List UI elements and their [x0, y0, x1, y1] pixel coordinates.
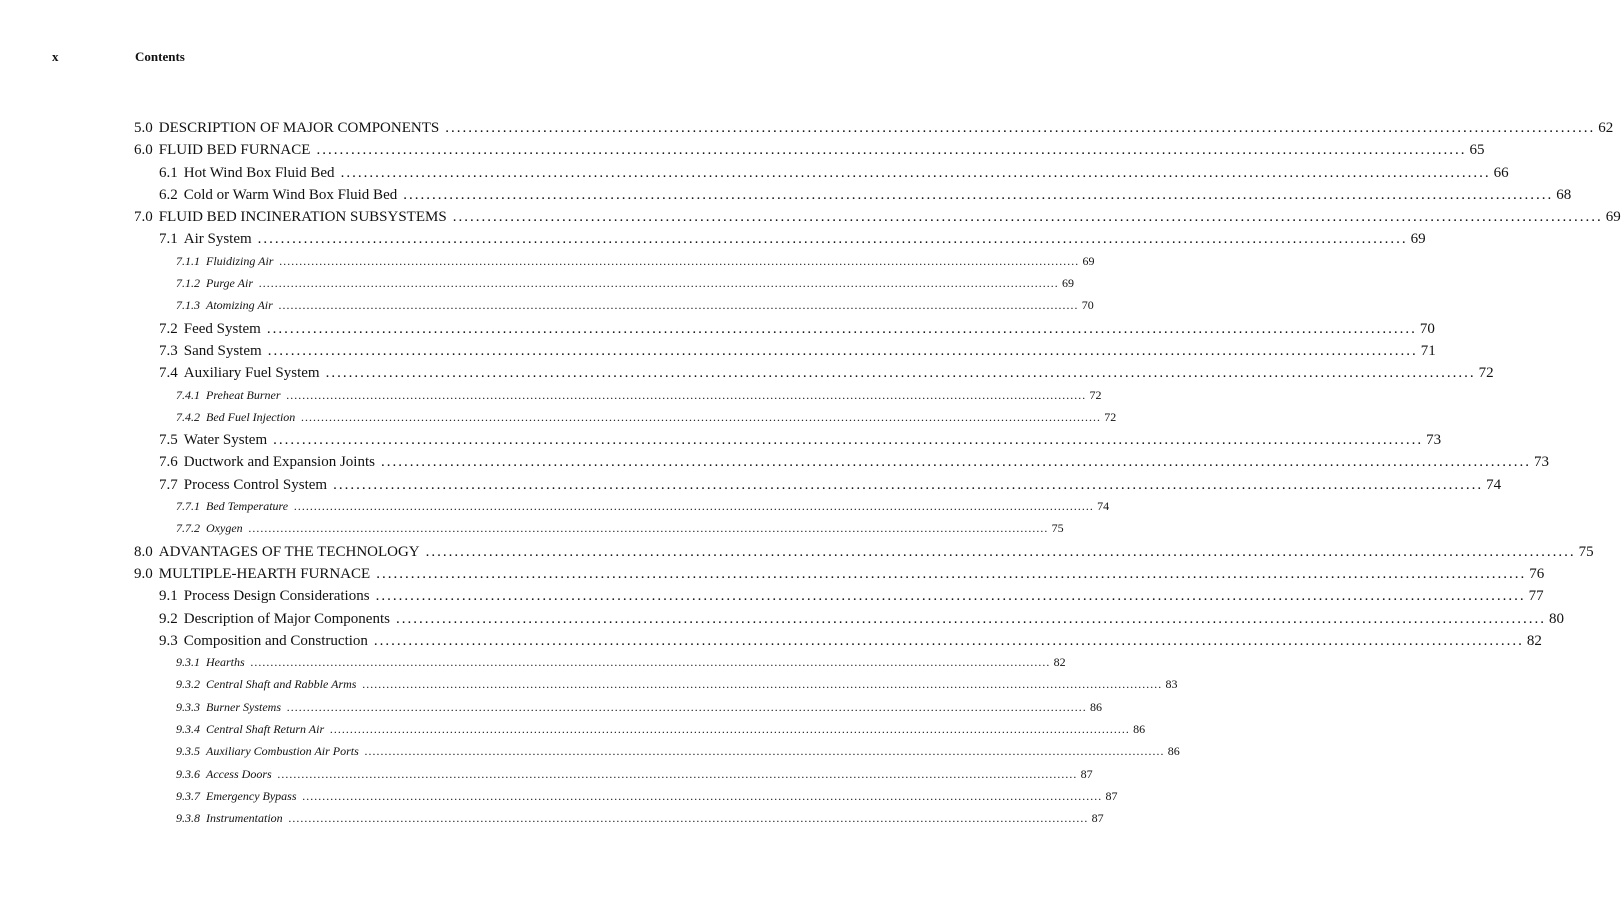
toc-entry[interactable] — [134, 253, 1095, 276]
toc-entry[interactable] — [134, 521, 1064, 543]
toc-entry-title: Hearths — [206, 655, 245, 670]
running-title: Contents — [135, 49, 185, 64]
toc-entry-page: 80 — [1548, 610, 1564, 627]
table-of-contents — [134, 120, 1621, 834]
toc-entry-page: 70 — [1081, 298, 1094, 313]
toc-entry-title: Access Doors — [206, 766, 272, 781]
toc-entry-number: 7.7.2 — [176, 521, 200, 536]
toc-entry-title: FLUID BED INCINERATION SUBSYSTEMS — [158, 209, 447, 226]
toc-entry-title: ADVANTAGES OF THE TECHNOLOGY — [158, 543, 420, 560]
toc-entry-page: 82 — [1526, 632, 1542, 649]
dot-leader: ........................................................................................................................................................................................................ — [375, 588, 1526, 605]
toc-entry-number: 7.6 — [159, 454, 178, 471]
toc-entry-title: Bed Temperature — [206, 499, 289, 514]
toc-entry-page: 74 — [1486, 476, 1502, 493]
toc-entry-number: 7.3 — [159, 342, 178, 359]
dot-leader: ........................................................................................................................................................................................................ — [250, 655, 1051, 670]
toc-entry[interactable] — [134, 387, 1102, 410]
toc-entry[interactable] — [134, 543, 1594, 566]
toc-entry-page: 62 — [1598, 120, 1614, 136]
toc-entry-number: 9.3.1 — [176, 655, 200, 670]
toc-entry-title: Atomizing Air — [206, 298, 273, 313]
toc-entry[interactable] — [134, 164, 1509, 187]
toc-entry[interactable] — [134, 699, 1102, 722]
toc-entry[interactable] — [134, 632, 1542, 655]
dot-leader: ........................................................................................................................................................................................................ — [267, 342, 1418, 359]
toc-entry-number: 7.4 — [159, 365, 178, 382]
toc-entry-number: 7.5 — [159, 432, 178, 449]
toc-entry-title: Purge Air — [206, 276, 253, 291]
toc-entry-number: 9.1 — [159, 588, 178, 605]
toc-entry-page: 86 — [1133, 722, 1146, 737]
toc-entry-title: Central Shaft Return Air — [206, 722, 325, 737]
toc-entry[interactable] — [134, 432, 1442, 454]
dot-leader: ........................................................................................................................................................................................................ — [302, 788, 1103, 803]
toc-entry-page: 77 — [1528, 588, 1544, 605]
toc-entry-title: MULTIPLE-HEARTH FURNACE — [158, 565, 371, 582]
toc-entry-number: 9.0 — [134, 565, 153, 582]
toc-entry-title: Emergency Bypass — [206, 788, 297, 803]
toc-entry-title: Preheat Burner — [206, 387, 281, 402]
toc-entry-number: 9.3.6 — [176, 766, 200, 781]
toc-entry-page: 69 — [1410, 231, 1426, 248]
toc-entry-title: Sand System — [183, 342, 262, 359]
toc-entry-number: 7.1.1 — [176, 253, 200, 268]
toc-entry[interactable] — [134, 120, 1614, 142]
toc-entry[interactable] — [134, 744, 1180, 766]
toc-entry-number: 6.0 — [134, 142, 153, 159]
toc-entry-number: 6.2 — [159, 186, 178, 203]
toc-entry-page: 73 — [1533, 454, 1549, 471]
dot-leader: ........................................................................................................................................................................................................ — [287, 699, 1087, 714]
toc-entry-number: 5.0 — [134, 120, 153, 136]
dot-leader: ........................................................................................................................................................................................................ — [266, 320, 1417, 337]
toc-entry-title: Oxygen — [206, 521, 243, 536]
toc-entry-number: 7.1.2 — [176, 276, 200, 291]
toc-entry-page: 68 — [1556, 186, 1572, 203]
toc-entry-number: 7.4.2 — [176, 409, 200, 424]
toc-entry-title: Feed System — [183, 320, 261, 337]
toc-entry-title: Fluidizing Air — [206, 253, 274, 268]
toc-entry-page: 83 — [1165, 677, 1178, 692]
toc-entry[interactable] — [134, 298, 1094, 320]
toc-entry-title: Process Design Considerations — [183, 588, 370, 605]
toc-entry-page: 72 — [1104, 409, 1117, 424]
toc-entry[interactable] — [134, 409, 1117, 432]
toc-entry-title: Hot Wind Box Fluid Bed — [183, 164, 335, 181]
toc-entry-number: 7.7 — [159, 476, 178, 493]
dot-leader: ........................................................................................................................................................................................................ — [325, 365, 1476, 382]
toc-entry[interactable] — [134, 231, 1426, 253]
toc-entry-title: DESCRIPTION OF MAJOR COMPONENTS — [158, 120, 440, 136]
toc-entry-number: 9.3.4 — [176, 722, 200, 737]
dot-leader: ........................................................................................................................................................................................................ — [286, 387, 1087, 402]
toc-entry-number: 9.3.8 — [176, 811, 200, 826]
toc-entry-page: 72 — [1089, 387, 1102, 402]
toc-entry-number: 7.4.1 — [176, 387, 200, 402]
dot-leader: ........................................................................................................................................................................................................ — [333, 476, 1484, 493]
toc-entry-title: Air System — [183, 231, 252, 248]
dot-leader: ........................................................................................................................................................................................................ — [452, 209, 1603, 226]
dot-leader: ........................................................................................................................................................................................................ — [288, 811, 1089, 826]
toc-entry-page: 82 — [1053, 655, 1066, 670]
toc-entry-page: 66 — [1493, 164, 1509, 181]
dot-leader: ........................................................................................................................................................................................................ — [294, 499, 1095, 514]
toc-entry-page: 87 — [1080, 766, 1093, 781]
dot-leader: ........................................................................................................................................................................................................ — [316, 142, 1467, 159]
toc-entry-title: FLUID BED FURNACE — [158, 142, 311, 159]
toc-entry-page: 70 — [1419, 320, 1435, 337]
toc-entry-number: 7.0 — [134, 209, 153, 226]
toc-entry-page: 69 — [1062, 276, 1074, 291]
toc-entry-page: 73 — [1426, 432, 1442, 449]
toc-entry-title: Ductwork and Expansion Joints — [183, 454, 375, 471]
toc-entry-number: 9.3.3 — [176, 699, 200, 714]
toc-entry[interactable] — [134, 811, 1104, 833]
toc-entry-number: 7.1 — [159, 231, 178, 248]
toc-entry[interactable] — [134, 365, 1494, 387]
toc-entry[interactable] — [134, 722, 1146, 744]
toc-entry-title: Bed Fuel Injection — [206, 409, 296, 424]
toc-entry-page: 87 — [1091, 811, 1104, 826]
toc-entry-title: Process Control System — [183, 476, 328, 493]
dot-leader: ........................................................................................................................................................................................................ — [445, 120, 1596, 136]
toc-entry-title: Auxiliary Fuel System — [183, 365, 320, 382]
toc-entry-title: Burner Systems — [206, 699, 281, 714]
dot-leader: ........................................................................................................................................................................................................ — [395, 610, 1546, 627]
toc-entry-number: 9.2 — [159, 610, 178, 627]
toc-entry-page: 86 — [1090, 699, 1102, 714]
toc-entry-number: 9.3.7 — [176, 788, 200, 803]
dot-leader: ........................................................................................................................................................................................................ — [380, 454, 1531, 471]
toc-entry-number: 7.7.1 — [176, 499, 200, 514]
toc-entry[interactable] — [134, 655, 1066, 677]
dot-leader: ........................................................................................................................................................................................................ — [330, 722, 1131, 737]
dot-leader: ........................................................................................................................................................................................................ — [373, 632, 1524, 649]
toc-entry-page: 65 — [1469, 142, 1485, 159]
dot-leader: ........................................................................................................................................................................................................ — [277, 766, 1078, 781]
dot-leader: ........................................................................................................................................................................................................ — [301, 409, 1102, 424]
toc-entry-page: 87 — [1105, 788, 1118, 803]
toc-entry[interactable] — [134, 342, 1436, 365]
toc-entry[interactable] — [134, 142, 1485, 164]
toc-entry[interactable] — [134, 499, 1110, 521]
toc-entry[interactable] — [134, 766, 1093, 789]
toc-entry-title: Auxiliary Combustion Air Ports — [206, 744, 359, 759]
toc-entry[interactable] — [134, 677, 1178, 699]
toc-entry-page: 74 — [1097, 499, 1110, 514]
toc-entry[interactable] — [134, 788, 1118, 811]
dot-leader: ........................................................................................................................................................................................................ — [425, 543, 1576, 560]
toc-entry-number: 7.2 — [159, 320, 178, 337]
toc-entry-page: 69 — [1605, 209, 1621, 226]
page-number: x — [52, 49, 59, 64]
toc-entry-title: Cold or Warm Wind Box Fluid Bed — [183, 186, 398, 203]
dot-leader: ........................................................................................................................................................................................................ — [403, 186, 1554, 203]
dot-leader: ........................................................................................................................................................................................................ — [259, 276, 1059, 291]
toc-entry[interactable] — [134, 476, 1502, 499]
dot-leader: ........................................................................................................................................................................................................ — [279, 253, 1080, 268]
toc-entry-page: 76 — [1529, 565, 1545, 582]
running-head — [52, 49, 655, 67]
toc-entry[interactable] — [134, 588, 1544, 610]
toc-entry[interactable] — [134, 454, 1549, 476]
toc-entry[interactable] — [134, 320, 1435, 343]
toc-entry[interactable] — [134, 209, 1621, 231]
toc-entry-number: 9.3.2 — [176, 677, 200, 692]
toc-entry-number: 6.1 — [159, 164, 178, 181]
toc-entry[interactable] — [134, 276, 1074, 298]
toc-entry-number: 9.3 — [159, 632, 178, 649]
toc-entry-number: 7.1.3 — [176, 298, 200, 313]
dot-leader: ........................................................................................................................................................................................................ — [340, 164, 1491, 181]
toc-entry[interactable] — [134, 565, 1545, 588]
toc-entry-title: Description of Major Components — [183, 610, 390, 627]
dot-leader: ........................................................................................................................................................................................................ — [362, 677, 1163, 692]
toc-entry-title: Instrumentation — [206, 811, 283, 826]
toc-entry[interactable] — [134, 610, 1564, 633]
toc-entry-page: 71 — [1420, 342, 1436, 359]
toc-entry-page: 69 — [1082, 253, 1095, 268]
toc-entry-number: 8.0 — [134, 543, 153, 560]
dot-leader: ........................................................................................................................................................................................................ — [248, 521, 1049, 536]
toc-entry-number: 9.3.5 — [176, 744, 200, 759]
dot-leader: ........................................................................................................................................................................................................ — [278, 298, 1079, 313]
toc-entry-title: Central Shaft and Rabble Arms — [206, 677, 357, 692]
toc-entry-page: 75 — [1578, 543, 1594, 560]
dot-leader: ........................................................................................................................................................................................................ — [364, 744, 1165, 759]
dot-leader: ........................................................................................................................................................................................................ — [376, 565, 1527, 582]
toc-entry-title: Water System — [183, 432, 268, 449]
toc-entry[interactable] — [134, 186, 1572, 209]
dot-leader: ........................................................................................................................................................................................................ — [257, 231, 1408, 248]
toc-entry-title: Composition and Construction — [183, 632, 368, 649]
toc-entry-page: 75 — [1051, 521, 1064, 536]
toc-entry-page: 86 — [1167, 744, 1180, 759]
dot-leader: ........................................................................................................................................................................................................ — [273, 432, 1424, 449]
toc-entry-page: 72 — [1478, 365, 1494, 382]
